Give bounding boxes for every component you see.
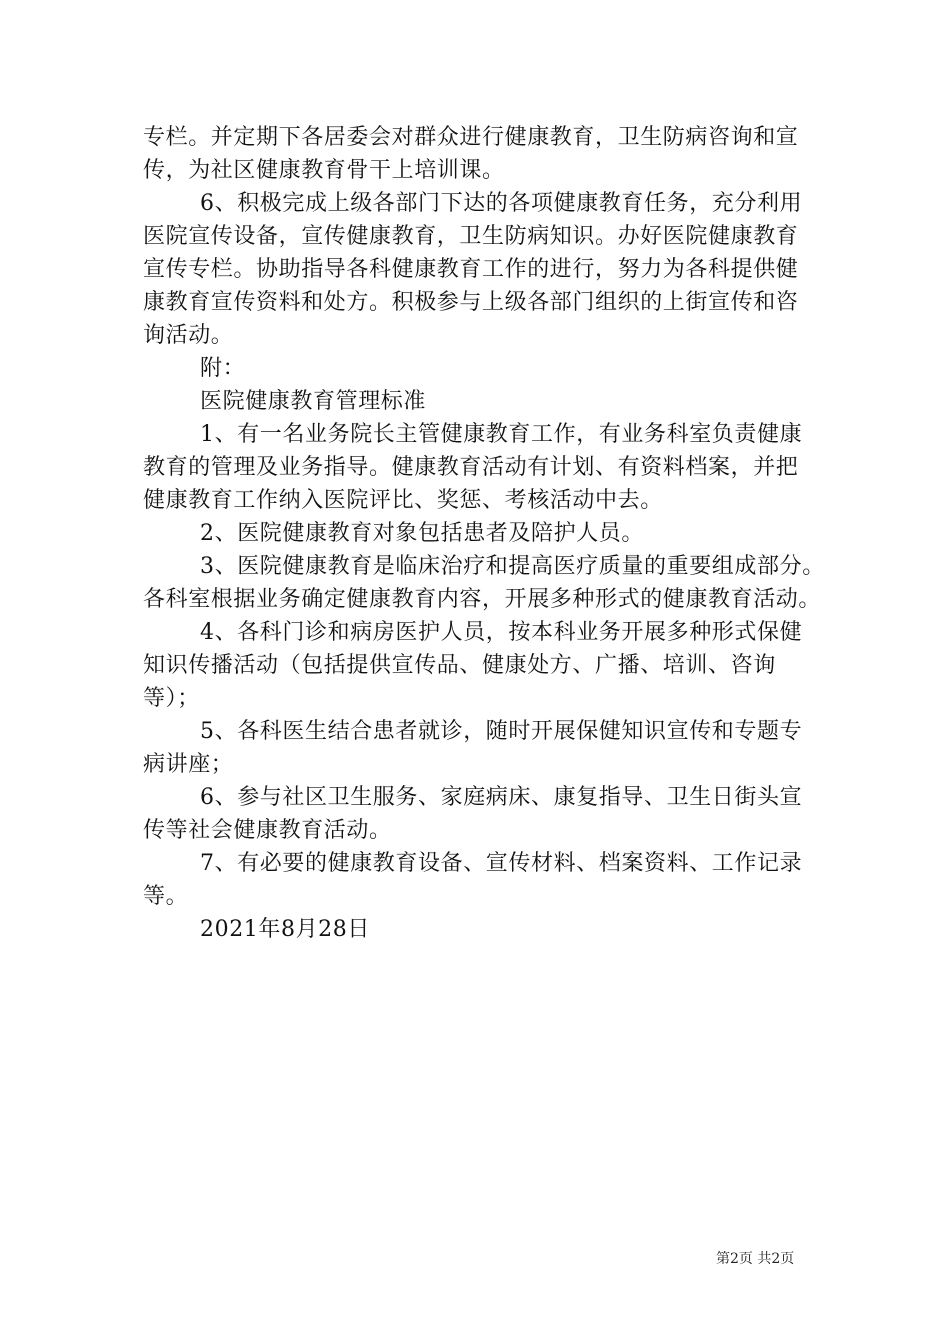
standard-item-4 (143, 616, 808, 715)
standard-item-7 (143, 847, 808, 913)
page-number-footer: 第2页 共2页 (716, 1251, 795, 1267)
document-date-text: 2021年8月28日 (200, 917, 370, 942)
document-date (143, 913, 808, 946)
text-line: 各科室根据业务确定健康教育内容，开展多种形式的健康教育活动。 (143, 587, 822, 612)
text-line: 4、各科门诊和病房医护人员，按本科业务开展多种形式保健 (200, 620, 803, 645)
standard-item-3 (143, 550, 825, 616)
text-line: 5、各科医生结合患者就诊，随时开展保健知识宣传和专题专 (200, 719, 803, 744)
text-line: 教育的管理及业务指导。健康教育活动有计划、有资料档案，并把 (143, 455, 799, 480)
text-line: 询活动。 (143, 323, 234, 348)
standard-item-6 (143, 781, 808, 847)
text-line: 宣传专栏。协助指导各科健康教育工作的进行，努力为各科提供健 (143, 257, 799, 282)
text-line: 附： (200, 356, 246, 381)
text-line: 病讲座； (143, 752, 234, 777)
text-line: 专栏。并定期下各居委会对群众进行健康教育，卫生防病咨询和宣 (143, 125, 799, 150)
text-line: 医院宣传设备，宣传健康教育，卫生防病知识。办好医院健康教育 (143, 224, 799, 249)
paragraph-item-6 (143, 187, 808, 352)
document-body (143, 121, 825, 946)
standard-item-2 (143, 517, 808, 550)
text-line: 健康教育工作纳入医院评比、奖惩、考核活动中去。 (143, 488, 663, 513)
standard-item-1 (143, 418, 808, 517)
text-line: 传，为社区健康教育骨干上培训课。 (143, 158, 505, 183)
text-line: 传等社会健康教育活动。 (143, 818, 392, 843)
paragraph-continuation (143, 121, 808, 187)
text-line: 等。 (143, 884, 189, 909)
text-line: 1、有一名业务院长主管健康教育工作，有业务科室负责健康 (200, 422, 803, 447)
standard-title (143, 385, 808, 418)
text-line: 知识传播活动（包括提供宣传品、健康处方、广播、培训、咨询 (143, 653, 776, 678)
paragraph-appendix-label (143, 352, 808, 385)
text-line: 7、有必要的健康教育设备、宣传材料、档案资料、工作记录 (200, 851, 803, 876)
text-line: 医院健康教育管理标准 (200, 389, 427, 414)
text-line: 6、参与社区卫生服务、家庭病床、康复指导、卫生日街头宣 (200, 785, 803, 810)
standard-item-5 (143, 715, 808, 781)
text-line: 2、医院健康教育对象包括患者及陪护人员。 (200, 521, 644, 546)
text-line: 等）； (143, 686, 200, 711)
text-line: 3、医院健康教育是临床治疗和提高医疗质量的重要组成部分。 (200, 554, 825, 579)
text-line: 康教育宣传资料和处方。积极参与上级各部门组织的上街宣传和咨 (143, 290, 799, 315)
text-line: 6、积极完成上级各部门下达的各项健康教育任务，充分利用 (200, 191, 803, 216)
